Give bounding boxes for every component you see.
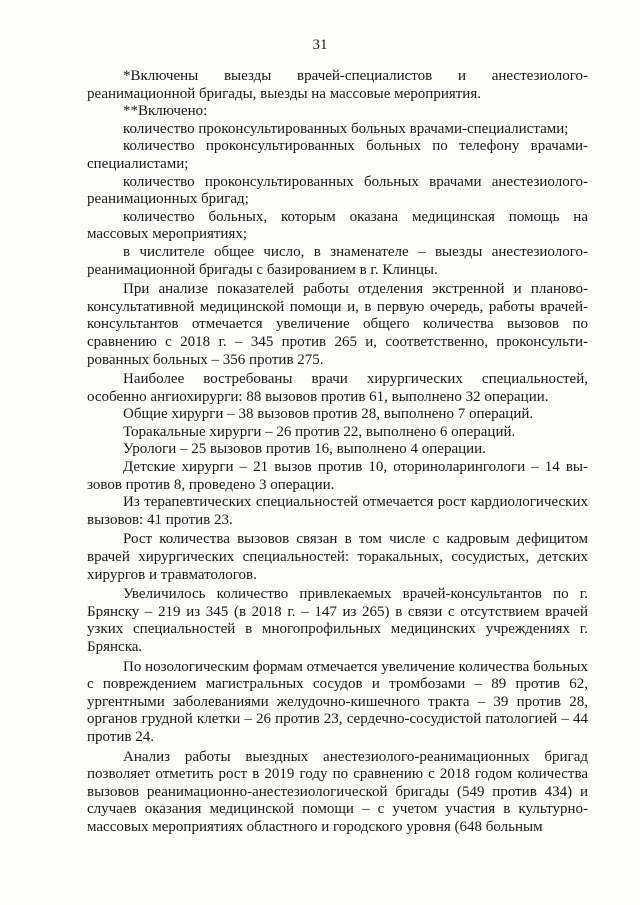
paragraph-cardiology: Из терапевтических специальностей отмечается рост кардиологических вызовов: 41 против 23. (87, 494, 588, 528)
paragraph-pediatric-surgeons: Детские хирурги – 21 вызов против 10, оториноларингологи – 14 вы-зовов против 8, проведено 3 операции. (87, 459, 588, 493)
paragraph-anesthesiology-teams: Анализ работы выездных анестезиолого-реанимационных бригад позволяет отметить рост в 2019 году по сравнению с 2018 годом количества вызовов реанимационно-анестезиологической бригады (549 против 434) и случаев оказания медицинской помощи – с учетом участия в культурно-массовых мероприятиях областного и городского уровня (648 больным (87, 748, 588, 835)
paragraph-nosological-forms: По нозологическим формам отмечается увеличение количества больных с повреждением магистральных сосудов и тромбозами – 89 против 62, ургентными заболеваниями желудочно-кишечного тракта – 39 против 28, органов грудной клетки – 26 против 23, сердечно-сосудистой патологией – 44 против 24. (87, 658, 588, 745)
paragraph-general-surgeons: Общие хирурги – 38 вызовов против 28, выполнено 7 операций. (123, 406, 534, 423)
paragraph-surgical-demand: Наиболее востребованы врачи хирургических специальностей, особенно ангиохирурги: 88 вызовов против 61, выполнено 32 операции. (87, 371, 588, 405)
paragraph-bryansk-consultants: Увеличилось количество привлекаемых врачей-консультантов по г. Брянску – 219 из 345 (в 2018 г. – 147 из 265) в связи с отсутствием врачей узких специальностей в многопрофильных медицинских учреждениях г. Брянска. (87, 586, 588, 655)
paragraph-footnote-included-visits: *Включены выезды врачей-специалистов и анестезиолого-реанимационной бригады, выезды на массовые мероприятия. (87, 68, 588, 102)
paragraph-footnote-included-heading: **Включено: (123, 103, 208, 120)
paragraph-numerator-denominator: в числителе общее число, в знаменателе – выезды анестезиолого-реанимационной бригады с базированием в г. Клинцы. (87, 243, 588, 278)
paragraph-analysis-consultants: При анализе показателей работы отделения экстренной и планово-консультативной медицинской помощи и, в первую очередь, работы врачей-консультантов отмечается увеличение общего количества вызовов по сравнению с 2018 г. – 345 против 265 и, соответственно, проконсульти-рованных больных – 356 против 275. (87, 281, 588, 368)
paragraph-consulted-anesthesiology: количество проконсультированных больных врачами анестезиолого-реанимационных бригад; (87, 173, 588, 208)
text-body (87, 68, 588, 837)
paragraph-consulted-by-phone: количество проконсультированных больных по телефону врачами-специалистами; (87, 138, 588, 172)
paragraph-thoracic-surgeons: Торакальные хирурги – 26 против 22, выполнено 6 операций. (123, 423, 516, 440)
paragraph-staff-shortage: Рост количества вызовов связан в том числе с кадровым дефицитом врачей хирургических специальностей: торакальных, сосудистых, детских хирургов и травматологов. (87, 531, 588, 583)
paragraph-consulted-specialists: количество проконсультированных больных врачами-специалистами; (123, 120, 569, 137)
paragraph-urologists: Урологи – 25 вызовов против 16, выполнено 4 операции. (123, 441, 486, 458)
page-number: 31 (312, 37, 328, 53)
paragraph-mass-events: количество больных, которым оказана медицинская помощь на массовых мероприятиях; (87, 208, 588, 243)
